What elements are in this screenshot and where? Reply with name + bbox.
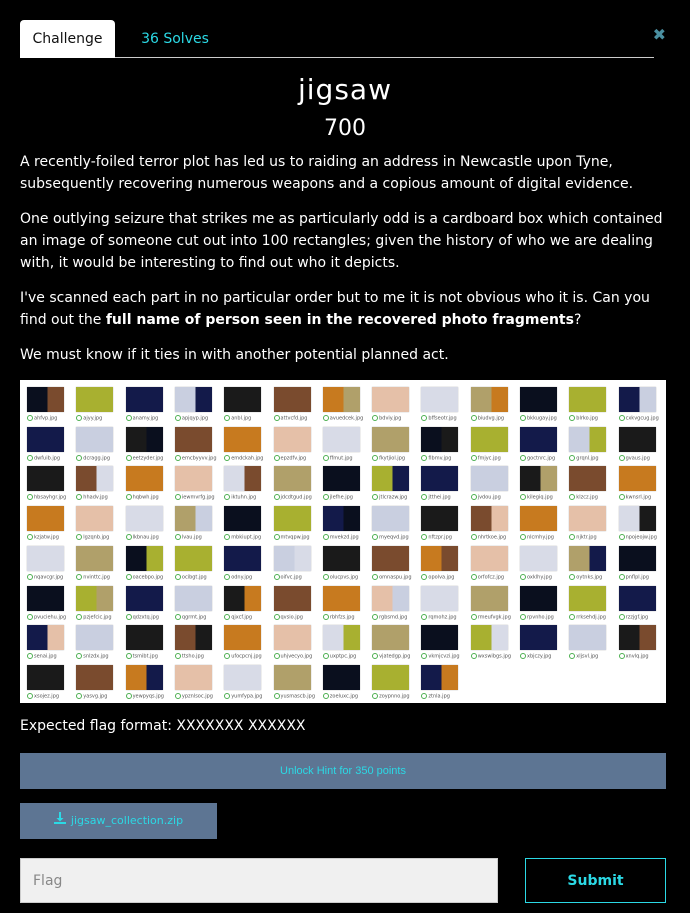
fragment-filename: qgrmt.jpg <box>175 614 206 621</box>
fragment-filename: lkbnau.jpg <box>126 534 159 541</box>
fragment-thumbnail <box>27 546 64 571</box>
fragment-filename: jdcdtgud.jpg <box>274 494 312 501</box>
fragment-thumbnail <box>421 546 458 571</box>
fragment-filename: rgbsmd.jpg <box>372 614 407 621</box>
description-emphasis: full name of person seen in the recovered photo fragments <box>105 312 574 328</box>
fragment-filename: ocibgt.jpg <box>175 574 207 581</box>
fragment-thumbnail <box>372 506 409 531</box>
fragment-filename: oytnks.jpg <box>569 574 602 581</box>
fragment-thumbnail <box>323 586 360 611</box>
fragment-thumbnail <box>372 625 409 650</box>
fragment-thumbnail <box>372 387 409 412</box>
fragment-filename: oifvc.jpg <box>274 574 302 581</box>
fragment-filename: emcbyyvv.jpg <box>175 455 217 462</box>
fragment-thumbnail <box>224 387 261 412</box>
fragment-filename: iewmvrfg.jpg <box>175 494 215 501</box>
fragment-thumbnail <box>421 665 458 690</box>
fragment-filename: mvekzd.jpg <box>323 534 359 541</box>
fragment-filename: yewpyqs.jpg <box>126 693 164 700</box>
fragment-thumbnail <box>520 387 557 412</box>
fragment-filename: apjqyp.jpg <box>175 415 208 422</box>
fragment-thumbnail <box>323 506 360 531</box>
fragment-thumbnail <box>224 586 261 611</box>
fragments-collage-image <box>20 380 666 703</box>
fragment-thumbnail <box>224 625 261 650</box>
fragment-filename: nvinttc.jpg <box>76 574 110 581</box>
fragment-filename: mbkiupt.jpg <box>224 534 261 541</box>
fragment-thumbnail <box>421 625 458 650</box>
fragment-filename: bkkugay.jpg <box>520 415 557 422</box>
fragment-thumbnail <box>619 387 656 412</box>
fragment-filename: goctnrc.jpg <box>520 455 555 462</box>
fragment-filename: gvaus.jpg <box>619 455 650 462</box>
fragment-filename: rzzjgf.jpg <box>619 614 649 621</box>
fragment-thumbnail <box>520 625 557 650</box>
fragment-filename: jlefhe.jpg <box>323 494 353 501</box>
fragment-filename: omnaspu.jpg <box>372 574 411 581</box>
fragment-filename: ahfvp.jpg <box>27 415 57 422</box>
fragment-filename: lvau.jpg <box>175 534 202 541</box>
fragment-thumbnail <box>126 665 163 690</box>
fragment-filename: njktr.jpg <box>569 534 596 541</box>
fragment-filename: attvcfd.jpg <box>274 415 308 422</box>
fragment-filename: jtthei.jpg <box>421 494 450 501</box>
fragment-filename: yumfypa.jpg <box>224 693 262 700</box>
fragment-filename: olucpvs.jpg <box>323 574 358 581</box>
fragment-thumbnail <box>471 427 508 452</box>
fragment-thumbnail <box>619 466 656 491</box>
fragment-thumbnail <box>126 506 163 531</box>
fragment-filename: rrksehdj.jpg <box>569 614 606 621</box>
fragment-filename: orfofcz.jpg <box>471 574 504 581</box>
fragment-thumbnail <box>76 427 113 452</box>
fragment-filename: kwnsrl.jpg <box>619 494 652 501</box>
fragment-filename: kzjatw.jpg <box>27 534 59 541</box>
fragment-thumbnail <box>175 506 212 531</box>
fragment-filename: uxptpc.jpg <box>323 653 357 660</box>
fragment-filename: lgzqnb.jpg <box>76 534 109 541</box>
fragment-filename: fkytjiol.jpg <box>372 455 405 462</box>
description-paragraph-4: We must know if it ties in with another potential planned act. <box>20 347 449 363</box>
fragment-filename: xljsvl.jpg <box>569 653 598 660</box>
fragment-thumbnail <box>224 466 261 491</box>
fragment-filename: fmjyc.jpg <box>471 455 501 462</box>
fragment-filename: zoeluxc.jpg <box>323 693 358 700</box>
fragment-thumbnail <box>27 466 64 491</box>
fragment-filename: rbhfzs.jpg <box>323 614 355 621</box>
fragment-thumbnail <box>126 387 163 412</box>
fragment-filename: ufocpcnj.jpg <box>224 653 262 660</box>
fragment-thumbnail <box>175 427 212 452</box>
fragment-filename: wxswibgs.jpg <box>471 653 511 660</box>
fragment-thumbnail <box>569 427 606 452</box>
description-text: I've scanned each part in no particular order but to me it is not obvious who it is. Can you find out the <box>20 290 650 328</box>
fragment-filename: mtvqpw.jpg <box>274 534 310 541</box>
fragment-thumbnail <box>323 625 360 650</box>
fragment-thumbnail <box>569 387 606 412</box>
flag-format-hint: Expected flag format: XXXXXXX XXXXXX <box>20 718 306 734</box>
fragment-thumbnail <box>569 466 606 491</box>
fragment-thumbnail <box>224 506 261 531</box>
fragment-thumbnail <box>421 586 458 611</box>
fragment-filename: odny.jpg <box>224 574 252 581</box>
fragment-filename: dwfuib.jpg <box>27 455 60 462</box>
challenge-points: 700 <box>324 116 366 141</box>
fragment-filename: ajyy.jpg <box>76 415 102 422</box>
fragment-thumbnail <box>175 665 212 690</box>
fragment-thumbnail <box>421 427 458 452</box>
fragment-thumbnail <box>126 546 163 571</box>
fragment-filename: yasvg.jpg <box>76 693 107 700</box>
fragment-filename: xnvlq.jpg <box>619 653 649 660</box>
download-zip-label: jigsaw_collection.zip <box>70 814 184 827</box>
fragment-filename: hqbwh.jpg <box>126 494 159 501</box>
fragment-thumbnail <box>76 665 113 690</box>
fragment-thumbnail <box>175 546 212 571</box>
fragment-filename: tsmibt.jpg <box>126 653 158 660</box>
fragment-thumbnail <box>274 625 311 650</box>
fragment-filename: cxkvgcug.jpg <box>619 415 659 422</box>
fragment-thumbnail <box>619 586 656 611</box>
fragment-thumbnail <box>520 427 557 452</box>
fragment-thumbnail <box>619 625 656 650</box>
fragment-thumbnail <box>471 506 508 531</box>
fragment-filename: bffseotr.jpg <box>421 415 456 422</box>
fragment-thumbnail <box>421 506 458 531</box>
fragment-filename: eetzyder.jpg <box>126 455 164 462</box>
fragment-filename: epzdfv.jpg <box>274 455 307 462</box>
fragment-filename: nqavcgr.jpg <box>27 574 63 581</box>
challenge-title: jigsaw <box>298 73 392 106</box>
fragment-thumbnail <box>323 546 360 571</box>
close-icon[interactable]: ✖ <box>652 25 666 44</box>
flag-input[interactable] <box>20 858 498 903</box>
fragment-filename: fibmv.jpg <box>421 455 451 462</box>
download-zip-button[interactable] <box>20 803 217 839</box>
fragment-filename: kilegiq.jpg <box>520 494 553 501</box>
description-paragraph-2: One outlying seizure that strikes me as particularly odd is a cardboard box which contained an image of someone cut out into 100 rectangles; given the history of who we are dealing with, it would be interesting to find out who it depicts. <box>20 211 663 271</box>
fragment-thumbnail <box>471 387 508 412</box>
fragment-thumbnail <box>372 466 409 491</box>
fragment-filename: nhrtkoe.jpg <box>471 534 507 541</box>
fragment-thumbnail <box>76 546 113 571</box>
fragment-filename: hbsayhgr.jpg <box>27 494 66 501</box>
fragment-thumbnail <box>27 625 64 650</box>
fragment-thumbnail <box>421 387 458 412</box>
fragment-thumbnail <box>175 625 212 650</box>
fragment-thumbnail <box>619 427 656 452</box>
fragment-thumbnail <box>27 586 64 611</box>
fragment-thumbnail <box>569 625 606 650</box>
fragment-thumbnail <box>372 665 409 690</box>
fragment-filename: anbl.jpg <box>224 415 251 422</box>
fragment-thumbnail <box>274 427 311 452</box>
fragment-thumbnail <box>126 586 163 611</box>
fragment-thumbnail <box>520 506 557 531</box>
fragment-filename: avuedcek.jpg <box>323 415 364 422</box>
fragment-thumbnail <box>274 586 311 611</box>
fragment-thumbnail <box>471 625 508 650</box>
fragment-thumbnail <box>569 546 606 571</box>
fragment-thumbnail <box>569 506 606 531</box>
fragment-filename: ffmut.jpg <box>323 455 353 462</box>
fragment-filename: rpvnho.jpg <box>520 614 554 621</box>
fragment-thumbnail <box>27 387 64 412</box>
fragment-filename: ypznlsoc.jpg <box>175 693 213 700</box>
fragment-thumbnail <box>471 586 508 611</box>
fragment-filename: rmeufvgk.jpg <box>471 614 511 621</box>
challenge-tabs <box>20 20 654 58</box>
fragment-filename: nftzpr.jpg <box>421 534 452 541</box>
fragment-filename: jvdou.jpg <box>471 494 501 501</box>
fragment-thumbnail <box>421 466 458 491</box>
fragment-filename: senai.jpg <box>27 653 57 660</box>
fragment-thumbnail <box>274 665 311 690</box>
fragment-filename: anamy.jpg <box>126 415 159 422</box>
fragment-thumbnail <box>224 427 261 452</box>
fragment-filename: blrko.jpg <box>569 415 598 422</box>
tab-solves[interactable]: 36 Solves <box>141 31 209 47</box>
fragment-filename: xbjczy.jpg <box>520 653 551 660</box>
fragment-thumbnail <box>471 546 508 571</box>
fragment-thumbnail <box>224 665 261 690</box>
fragment-thumbnail <box>619 506 656 531</box>
fragment-thumbnail <box>323 466 360 491</box>
fragment-filename: qjxcf.jpg <box>224 614 252 621</box>
description-paragraph-1: A recently-foiled terror plot has led us to raiding an address in Newcastle upon Tyne, subsequently recovering numerous weapons and a copious amount of digital evidence. <box>20 154 634 192</box>
fragment-thumbnail <box>76 506 113 531</box>
fragment-thumbnail <box>76 625 113 650</box>
fragment-filename: jtlcrazw.jpg <box>372 494 407 501</box>
fragment-thumbnail <box>175 466 212 491</box>
fragment-filename: klzcz.jpg <box>569 494 598 501</box>
fragment-thumbnail <box>323 427 360 452</box>
fragment-filename: pzjefcic.jpg <box>76 614 111 621</box>
fragment-thumbnail <box>569 586 606 611</box>
fragment-thumbnail <box>323 665 360 690</box>
fragment-filename: hhadv.jpg <box>76 494 107 501</box>
fragment-filename: nlcmhy.jpg <box>520 534 554 541</box>
fragment-thumbnail <box>274 506 311 531</box>
fragment-filename: ttsho.jpg <box>175 653 204 660</box>
fragment-filename: oacebpo.jpg <box>126 574 164 581</box>
fragment-filename: rqmohz.jpg <box>421 614 456 621</box>
fragment-thumbnail <box>372 546 409 571</box>
fragment-filename: biudvg.jpg <box>471 415 504 422</box>
fragment-thumbnail <box>76 466 113 491</box>
fragment-thumbnail <box>274 546 311 571</box>
fragment-filename: zoypnno.jpg <box>372 693 409 700</box>
fragment-thumbnail <box>126 427 163 452</box>
fragment-thumbnail <box>274 466 311 491</box>
fragment-filename: pvuciehu.jpg <box>27 614 66 621</box>
fragment-thumbnail <box>323 387 360 412</box>
fragment-filename: emdckah.jpg <box>224 455 263 462</box>
fragment-thumbnail <box>520 466 557 491</box>
tab-challenge[interactable]: Challenge <box>20 20 115 58</box>
fragment-filename: iktuhn.jpg <box>224 494 256 501</box>
fragment-thumbnail <box>619 546 656 571</box>
fragment-thumbnail <box>27 427 64 452</box>
fragment-thumbnail <box>76 586 113 611</box>
fragment-filename: opolva.jpg <box>421 574 454 581</box>
fragment-filename: dcragg.jpg <box>76 455 110 462</box>
fragment-filename: uhjvecyo.jpg <box>274 653 313 660</box>
fragment-filename: qdzxtq.jpg <box>126 614 159 621</box>
download-icon <box>54 803 66 839</box>
fragment-thumbnail <box>372 586 409 611</box>
fragment-filename: snlzdx.jpg <box>76 653 108 660</box>
fragment-filename: grqnl.jpg <box>569 455 598 462</box>
submit-button[interactable]: Submit <box>525 858 666 903</box>
fragment-filename: oxklhy.jpg <box>520 574 552 581</box>
fragment-thumbnail <box>372 427 409 452</box>
fragment-filename: pnflpl.jpg <box>619 574 649 581</box>
fragment-filename: npojeojw.jpg <box>619 534 657 541</box>
fragment-thumbnail <box>27 665 64 690</box>
description-text: ? <box>573 312 582 328</box>
fragment-filename: vkmjcvzi.jpg <box>421 653 459 660</box>
fragment-thumbnail <box>224 546 261 571</box>
fragment-thumbnail <box>520 586 557 611</box>
fragment-thumbnail <box>471 466 508 491</box>
fragment-filename: ztnla.jpg <box>421 693 450 700</box>
fragment-filename: qvsio.jpg <box>274 614 303 621</box>
fragment-filename: yusmascb.jpg <box>274 693 316 700</box>
fragment-filename: xsojez.jpg <box>27 693 59 700</box>
description-paragraph-3 <box>20 287 670 331</box>
fragment-thumbnail <box>175 586 212 611</box>
fragment-thumbnail <box>27 506 64 531</box>
fragment-thumbnail <box>126 466 163 491</box>
fragment-thumbnail <box>126 625 163 650</box>
unlock-hint-button[interactable]: Unlock Hint for 350 points <box>20 753 666 789</box>
fragment-filename: bdviy.jpg <box>372 415 401 422</box>
fragment-thumbnail <box>76 387 113 412</box>
fragment-filename: vjatedgp.jpg <box>372 653 410 660</box>
fragment-thumbnail <box>274 387 311 412</box>
fragment-filename: myeqvd.jpg <box>372 534 409 541</box>
fragment-thumbnail <box>520 546 557 571</box>
fragment-thumbnail <box>175 387 212 412</box>
